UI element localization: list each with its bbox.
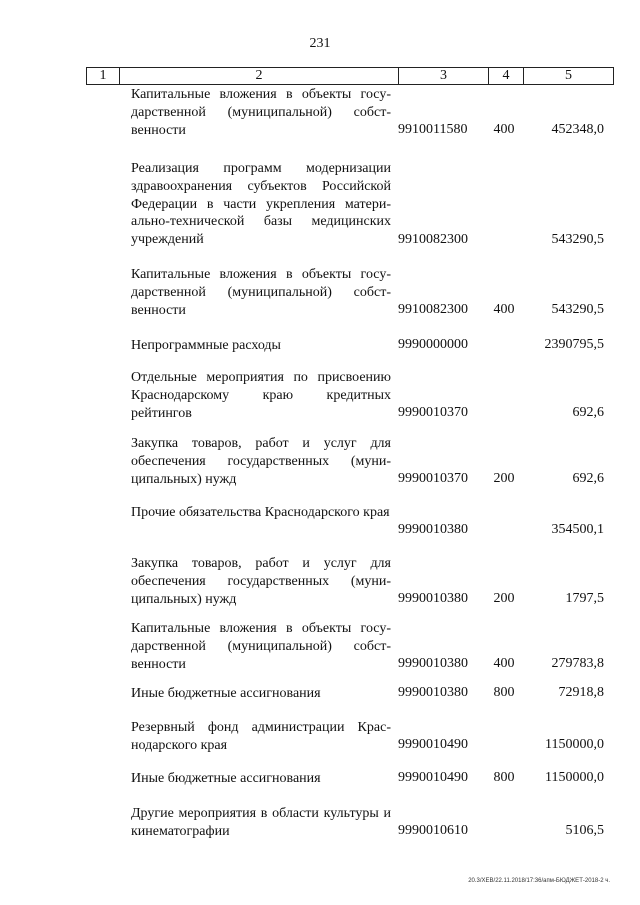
row-description: Реализация программ модернизации здравоохранения субъектов Российской Федерации в части укрепления материально-технической базы медицинских учреждений	[131, 161, 391, 248]
row-description: Капитальные вложения в объекты государственной (муниципальной) собственности	[131, 267, 391, 318]
row-code: 9910082300	[398, 232, 468, 247]
row-code: 9990010610	[398, 823, 468, 838]
row-amount: 72918,8	[558, 685, 604, 700]
row-code: 9910011580	[398, 122, 468, 137]
row-amount: 1797,5	[565, 591, 604, 606]
row-expense-type: 200	[493, 591, 515, 606]
row-code: 9990010380	[398, 591, 468, 606]
column-header-3: 3	[399, 68, 489, 85]
row-code: 9990010490	[398, 737, 468, 752]
row-code: 9910082300	[398, 302, 468, 317]
row-amount: 543290,5	[551, 232, 604, 247]
row-description: Резервный фонд администрации Краснодарского края	[131, 720, 391, 753]
row-description: Прочие обязательства Краснодарского края	[131, 505, 390, 520]
row-expense-type: 800	[493, 685, 515, 700]
row-expense-type: 400	[493, 302, 515, 317]
row-description: Закупка товаров, работ и услуг для обеспечения государственных (муниципальных) нужд	[131, 556, 391, 607]
row-code: 9990000000	[398, 337, 468, 352]
row-amount: 2390795,5	[544, 337, 604, 352]
row-code: 9990010380	[398, 656, 468, 671]
row-code: 9990010490	[398, 770, 468, 785]
row-code: 9990010380	[398, 685, 468, 700]
row-expense-type: 400	[493, 656, 515, 671]
column-header-4: 4	[489, 68, 524, 85]
row-description: Непрограммные расходы	[131, 338, 281, 353]
document-footer: 20.3/ХЕВ/22.11.2018/17:36/апм-БЮДЖЕТ-2018-2 ч.	[468, 878, 610, 884]
column-header-2: 2	[120, 68, 399, 85]
row-expense-type: 200	[493, 471, 515, 486]
column-header-row	[87, 68, 614, 85]
row-code: 9990010380	[398, 522, 468, 537]
row-amount: 1150000,0	[545, 737, 604, 752]
row-amount: 1150000,0	[545, 770, 604, 785]
row-amount: 279783,8	[551, 656, 604, 671]
row-code: 9990010370	[398, 471, 468, 486]
row-amount: 543290,5	[551, 302, 604, 317]
column-header-1: 1	[87, 68, 120, 85]
column-header-table	[86, 67, 614, 85]
row-expense-type: 400	[493, 122, 515, 137]
row-description: Другие мероприятия в области культуры и кинематографии	[131, 806, 391, 839]
row-amount: 5106,5	[565, 823, 604, 838]
row-amount: 452348,0	[551, 122, 604, 137]
row-description: Закупка товаров, работ и услуг для обеспечения государственных (муниципальных) нужд	[131, 436, 391, 487]
page-number: 231	[309, 36, 331, 51]
row-amount: 692,6	[572, 471, 604, 486]
row-expense-type: 800	[493, 770, 515, 785]
row-description: Иные бюджетные ассигнования	[131, 771, 321, 786]
row-description: Капитальные вложения в объекты государственной (муниципальной) собственности	[131, 87, 391, 138]
row-code: 9990010370	[398, 405, 468, 420]
row-description: Иные бюджетные ассигнования	[131, 686, 321, 701]
row-amount: 354500,1	[551, 522, 604, 537]
row-description: Капитальные вложения в объекты государственной (муниципальной) собственности	[131, 621, 391, 672]
row-description: Отдельные мероприятия по присвоению Краснодарскому краю кредитных рейтингов	[131, 370, 391, 421]
row-amount: 692,6	[572, 405, 604, 420]
column-header-5: 5	[524, 68, 614, 85]
